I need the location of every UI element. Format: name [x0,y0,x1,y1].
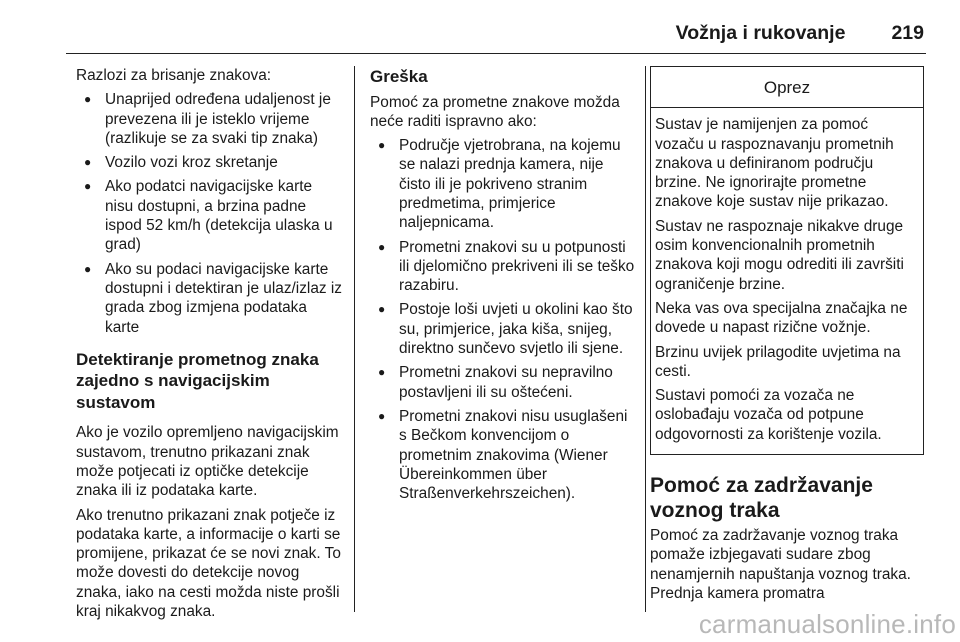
caution-box [650,66,924,455]
page-header [676,22,924,45]
intro-text: Pomoć za prometne znakove možda neće raditi ispravno ako: [370,93,620,130]
header-rule [66,53,926,54]
list-item: ● Prometni znakovi su nepravilno postavljeni ili su oštećeni. [370,363,635,402]
column-divider-2 [645,66,646,612]
section-heading: Pomoć za zadržavanje voznog traka [650,474,873,523]
paragraph: Sustav ne raspoznaje nikakve druge osim konvencionalnih prometnih znakova koji mogu odrediti ili završiti ograničenje brzine. [655,217,904,293]
list-item: ● Vozilo vozi kroz skretanje [76,153,344,172]
list-item: ● Područje vjetrobrana, na kojemu se nalazi prednja kamera, nije čisto ili je pokriveno stranim predmetima, primjerice naljepnicama. [370,136,635,232]
section-heading: Detektiranje prometnog znaka zajedno s navigacijskim sustavom [76,349,319,412]
list-item: ● Unaprijed određena udaljenost je prevezena ili je isteklo vrijeme (razlikuje se za svaki tip znaka) [76,90,344,148]
list-item: ● Ako su podaci navigacijske karte dostupni i detektiran je ulaz/izlaz iz grada zbog izmjena podataka karte [76,260,344,337]
column-middle [370,66,635,508]
list-item: ● Postoje loši uvjeti u okolini kao što su, primjerice, jaka kiša, snijeg, direktno sunčevo svjetlo ili sjene. [370,300,635,358]
intro-text: Razlozi za brisanje znakova: [76,67,272,84]
paragraph: Ako je vozilo opremljeno navigacijskim sustavom, trenutno prikazani znak može potjecati iz optičke detekcije znaka ili iz podataka karte. [76,424,339,500]
list-item: ● Ako podatci navigacijske karte nisu dostupni, a brzina padne ispod 52 km/h (detekcija ulaska u grad) [76,177,344,254]
page-number: 219 [891,22,924,44]
watermark: carmanualsonline.info [698,609,956,639]
caution-title: Oprez [651,67,923,108]
page-title: Vožnja i rukovanje [675,22,846,44]
paragraph: Neka vas ova specijalna značajka ne dovede u napast rizične vožnje. [655,299,908,337]
paragraph: Ako trenutno prikazani znak potječe iz podataka karte, a informacije o karti se promijene, prikazat će se novi znak. To može dovesti do detekcije novog znaka, iako na cesti možda niste prošli kraj nikakvog znaka. [76,506,341,621]
caution-body [651,108,923,454]
paragraph: Pomoć za zadržavanje voznog traka pomaže izbjegavati sudare zbog nenamjernih napuštanja voznog traka. Prednja kamera promatra [650,527,911,602]
deletion-reasons-list [76,90,344,337]
list-item: ● Prometni znakovi su u potpunosti ili djelomično prekriveni ili se teško razabiru. [370,238,635,296]
paragraph: Sustavi pomoći za vozača ne oslobađaju vozača od potpune odgovornosti za korištenje vozila. [655,387,882,443]
fault-conditions-list [370,136,635,503]
section-heading: Greška [370,67,428,86]
list-item: ● Prometni znakovi nisu usuglašeni s Bečkom konvencijom o prometnim znakovima (Wiener Übereinkommen über Straßenverkehrszeichen). [370,407,635,503]
column-right [650,66,924,608]
paragraph: Brzinu uvijek prilagodite uvjetima na cesti. [655,343,901,380]
column-left [76,66,344,626]
column-divider-1 [354,66,355,612]
paragraph: Sustav je namijenjen za pomoć vozaču u raspoznavanju prometnih znakova u definiranom području brzine. Ne ignorirajte prometne znakove koje sustav nije prikazao. [655,116,894,211]
